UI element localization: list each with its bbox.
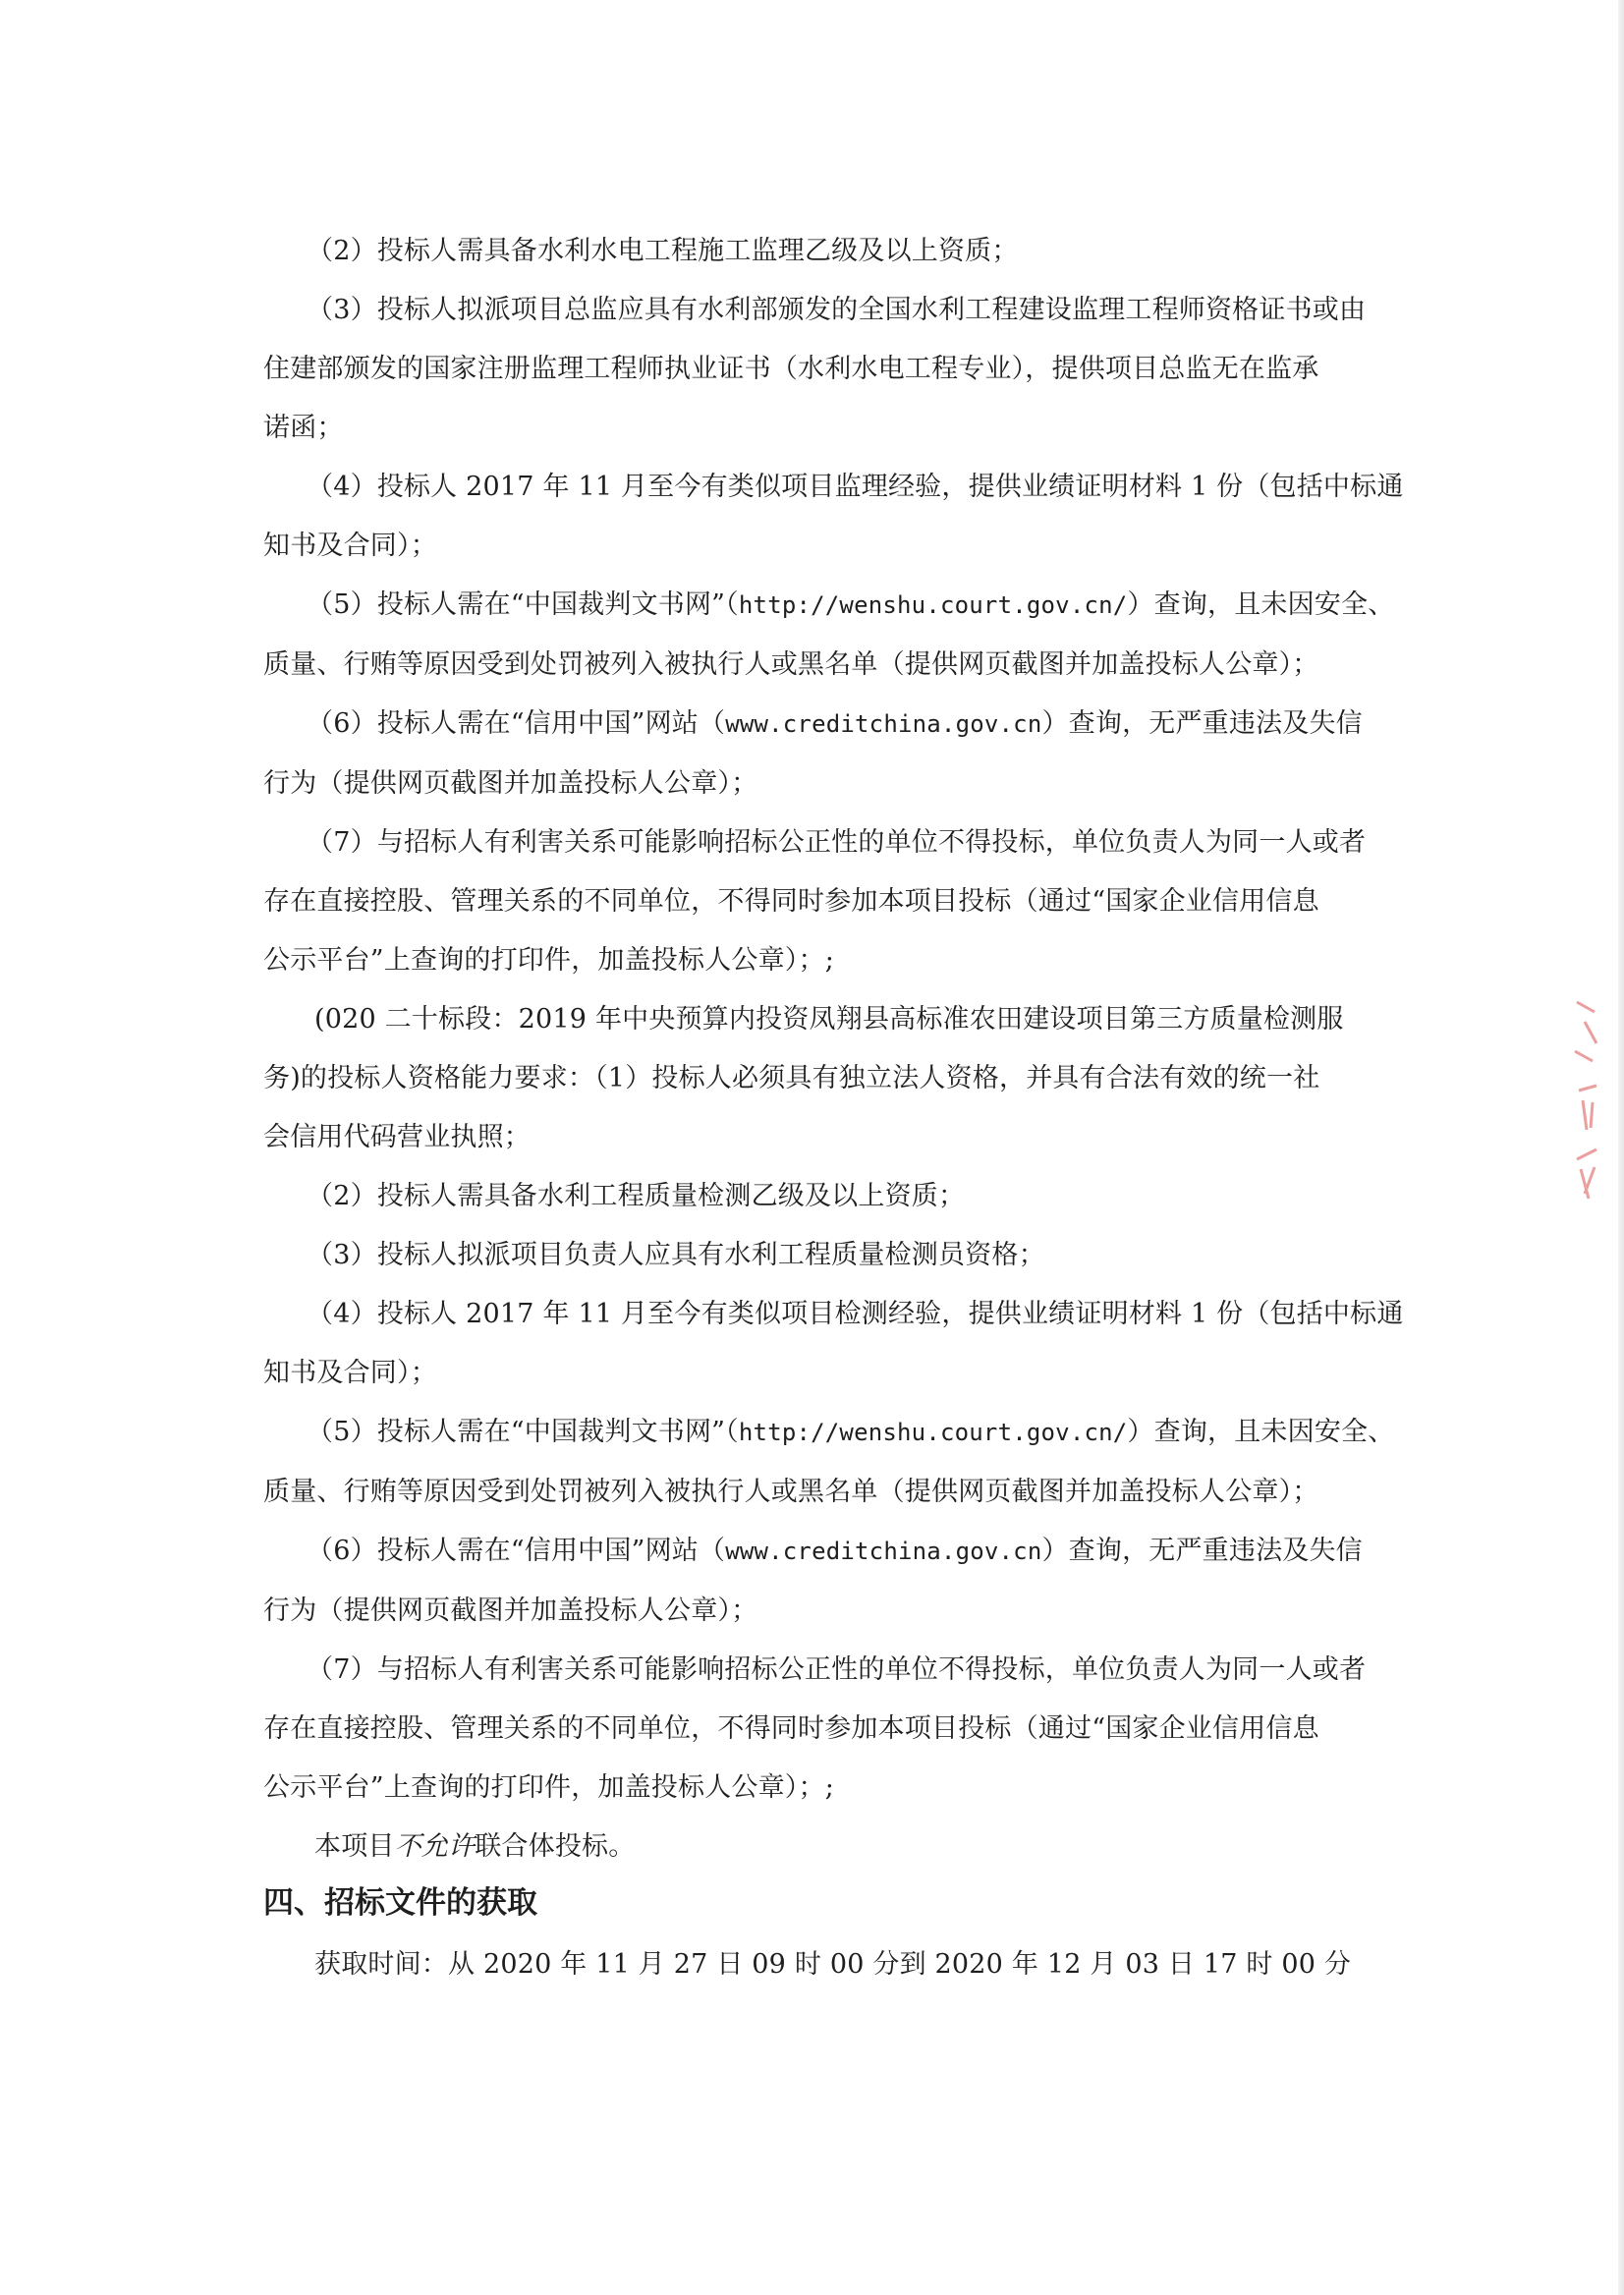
a-item-5-line2: 质量、行贿等原因受到处罚被列入被执行人或黑名单（提供网页截图并加盖投标人公章）； bbox=[263, 649, 1319, 680]
a-item-5-text-post: ）查询，且未因安全、 bbox=[1127, 589, 1395, 620]
b-item-7-line1: （7）与招标人有利害关系可能影响招标公正性的单位不得投标，单位负责人为同一人或者 bbox=[307, 1654, 1367, 1685]
b-item-5-text: （5）投标人需在“中国裁判文书网”（ bbox=[307, 1417, 739, 1447]
b-item-2: （2）投标人需具备水利工程质量检测乙级及以上资质； bbox=[307, 1181, 966, 1211]
a-item-5-text: （5）投标人需在“中国裁判文书网”（ bbox=[307, 589, 739, 620]
b-intro-line2: 务)的投标人资格能力要求：（1）投标人必须具有独立法人资格，并具有合法有效的统一社 bbox=[263, 1063, 1320, 1093]
a-item-3-line3: 诺函； bbox=[263, 413, 344, 443]
b-item-7-line2: 存在直接控股、管理关系的不同单位，不得同时参加本项目投标（通过“国家企业信用信息 bbox=[263, 1713, 1319, 1744]
a-item-3-line1: （3）投标人拟派项目总监应具有水利部颁发的全国水利工程建设监理工程师资格证书或由 bbox=[307, 295, 1367, 325]
b-item-6-text: （6）投标人需在“信用中国”网站（ bbox=[307, 1536, 726, 1566]
b-item-5-url: http://wenshu.court.gov.cn/ bbox=[738, 1419, 1128, 1446]
consortium-note bbox=[263, 1823, 1359, 1870]
consortium-pre: 本项目 bbox=[314, 1831, 395, 1862]
b-item-6-text-post: ）查询，无严重违法及失信 bbox=[1041, 1536, 1363, 1566]
a-item-6-text-post: ）查询，无严重违法及失信 bbox=[1041, 708, 1363, 739]
a-item-7-line1: （7）与招标人有利害关系可能影响招标公正性的单位不得投标，单位负责人为同一人或者 bbox=[307, 827, 1367, 858]
b-item-6-line1 bbox=[263, 1528, 1363, 1575]
scan-edge bbox=[1618, 0, 1624, 2295]
b-item-5-line2: 质量、行贿等原因受到处罚被列入被执行人或黑名单（提供网页截图并加盖投标人公章）； bbox=[263, 1477, 1319, 1507]
section-heading-4: 四、招标文件的获取 bbox=[263, 1885, 537, 1921]
a-item-7-line3: 公示平台”上查询的打印件，加盖投标人公章）；; bbox=[263, 945, 834, 976]
obtain-time: 获取时间：从 2020 年 11 月 27 日 09 时 00 分到 2020 年 12 月 03 日 17 时 00 分 bbox=[314, 1949, 1352, 1980]
b-item-6-line2: 行为（提供网页截图并加盖投标人公章）； bbox=[263, 1595, 758, 1626]
b-intro-line3: 会信用代码营业执照； bbox=[263, 1122, 531, 1152]
b-item-4-line2: 知书及合同）； bbox=[263, 1358, 437, 1388]
a-item-2: （2）投标人需具备水利水电工程施工监理乙级及以上资质； bbox=[307, 236, 1019, 266]
document-body bbox=[263, 228, 1404, 1987]
consortium-post: 联合体投标。 bbox=[475, 1831, 636, 1862]
a-item-5-line1 bbox=[263, 582, 1395, 629]
consortium-em: 不允许 bbox=[394, 1831, 476, 1862]
a-item-5-url: http://wenshu.court.gov.cn/ bbox=[738, 591, 1128, 619]
a-item-6-line1 bbox=[263, 700, 1363, 748]
a-item-4-line1: （4）投标人 2017 年 11 月至今有类似项目监理经验，提供业绩证明材料 1 份（包括中标通 bbox=[307, 472, 1404, 502]
a-item-4-line2: 知书及合同）； bbox=[263, 531, 437, 561]
b-item-4-line1: （4）投标人 2017 年 11 月至今有类似项目检测经验，提供业绩证明材料 1 份（包括中标通 bbox=[307, 1299, 1404, 1329]
b-item-6-url: www.creditchina.gov.cn bbox=[725, 1538, 1042, 1565]
seal-fragment-icon bbox=[1567, 992, 1606, 1208]
b-item-5-line1 bbox=[263, 1409, 1395, 1456]
a-item-7-line2: 存在直接控股、管理关系的不同单位，不得同时参加本项目投标（通过“国家企业信用信息 bbox=[263, 886, 1319, 917]
b-item-3: （3）投标人拟派项目负责人应具有水利工程质量检测员资格； bbox=[307, 1240, 1045, 1270]
a-item-3-line2: 住建部颁发的国家注册监理工程师执业证书（水利水电工程专业），提供项目总监无在监承 bbox=[263, 354, 1319, 384]
b-item-7-line3: 公示平台”上查询的打印件，加盖投标人公章）；; bbox=[263, 1772, 834, 1803]
b-item-5-text-post: ）查询，且未因安全、 bbox=[1127, 1417, 1395, 1447]
a-item-6-url: www.creditchina.gov.cn bbox=[725, 710, 1042, 738]
a-item-6-line2: 行为（提供网页截图并加盖投标人公章）； bbox=[263, 768, 758, 799]
a-item-6-text: （6）投标人需在“信用中国”网站（ bbox=[307, 708, 726, 739]
b-intro-line1: (020 二十标段：2019 年中央预算内投资凤翔县高标准农田建设项目第三方质量检测服 bbox=[314, 1004, 1344, 1035]
